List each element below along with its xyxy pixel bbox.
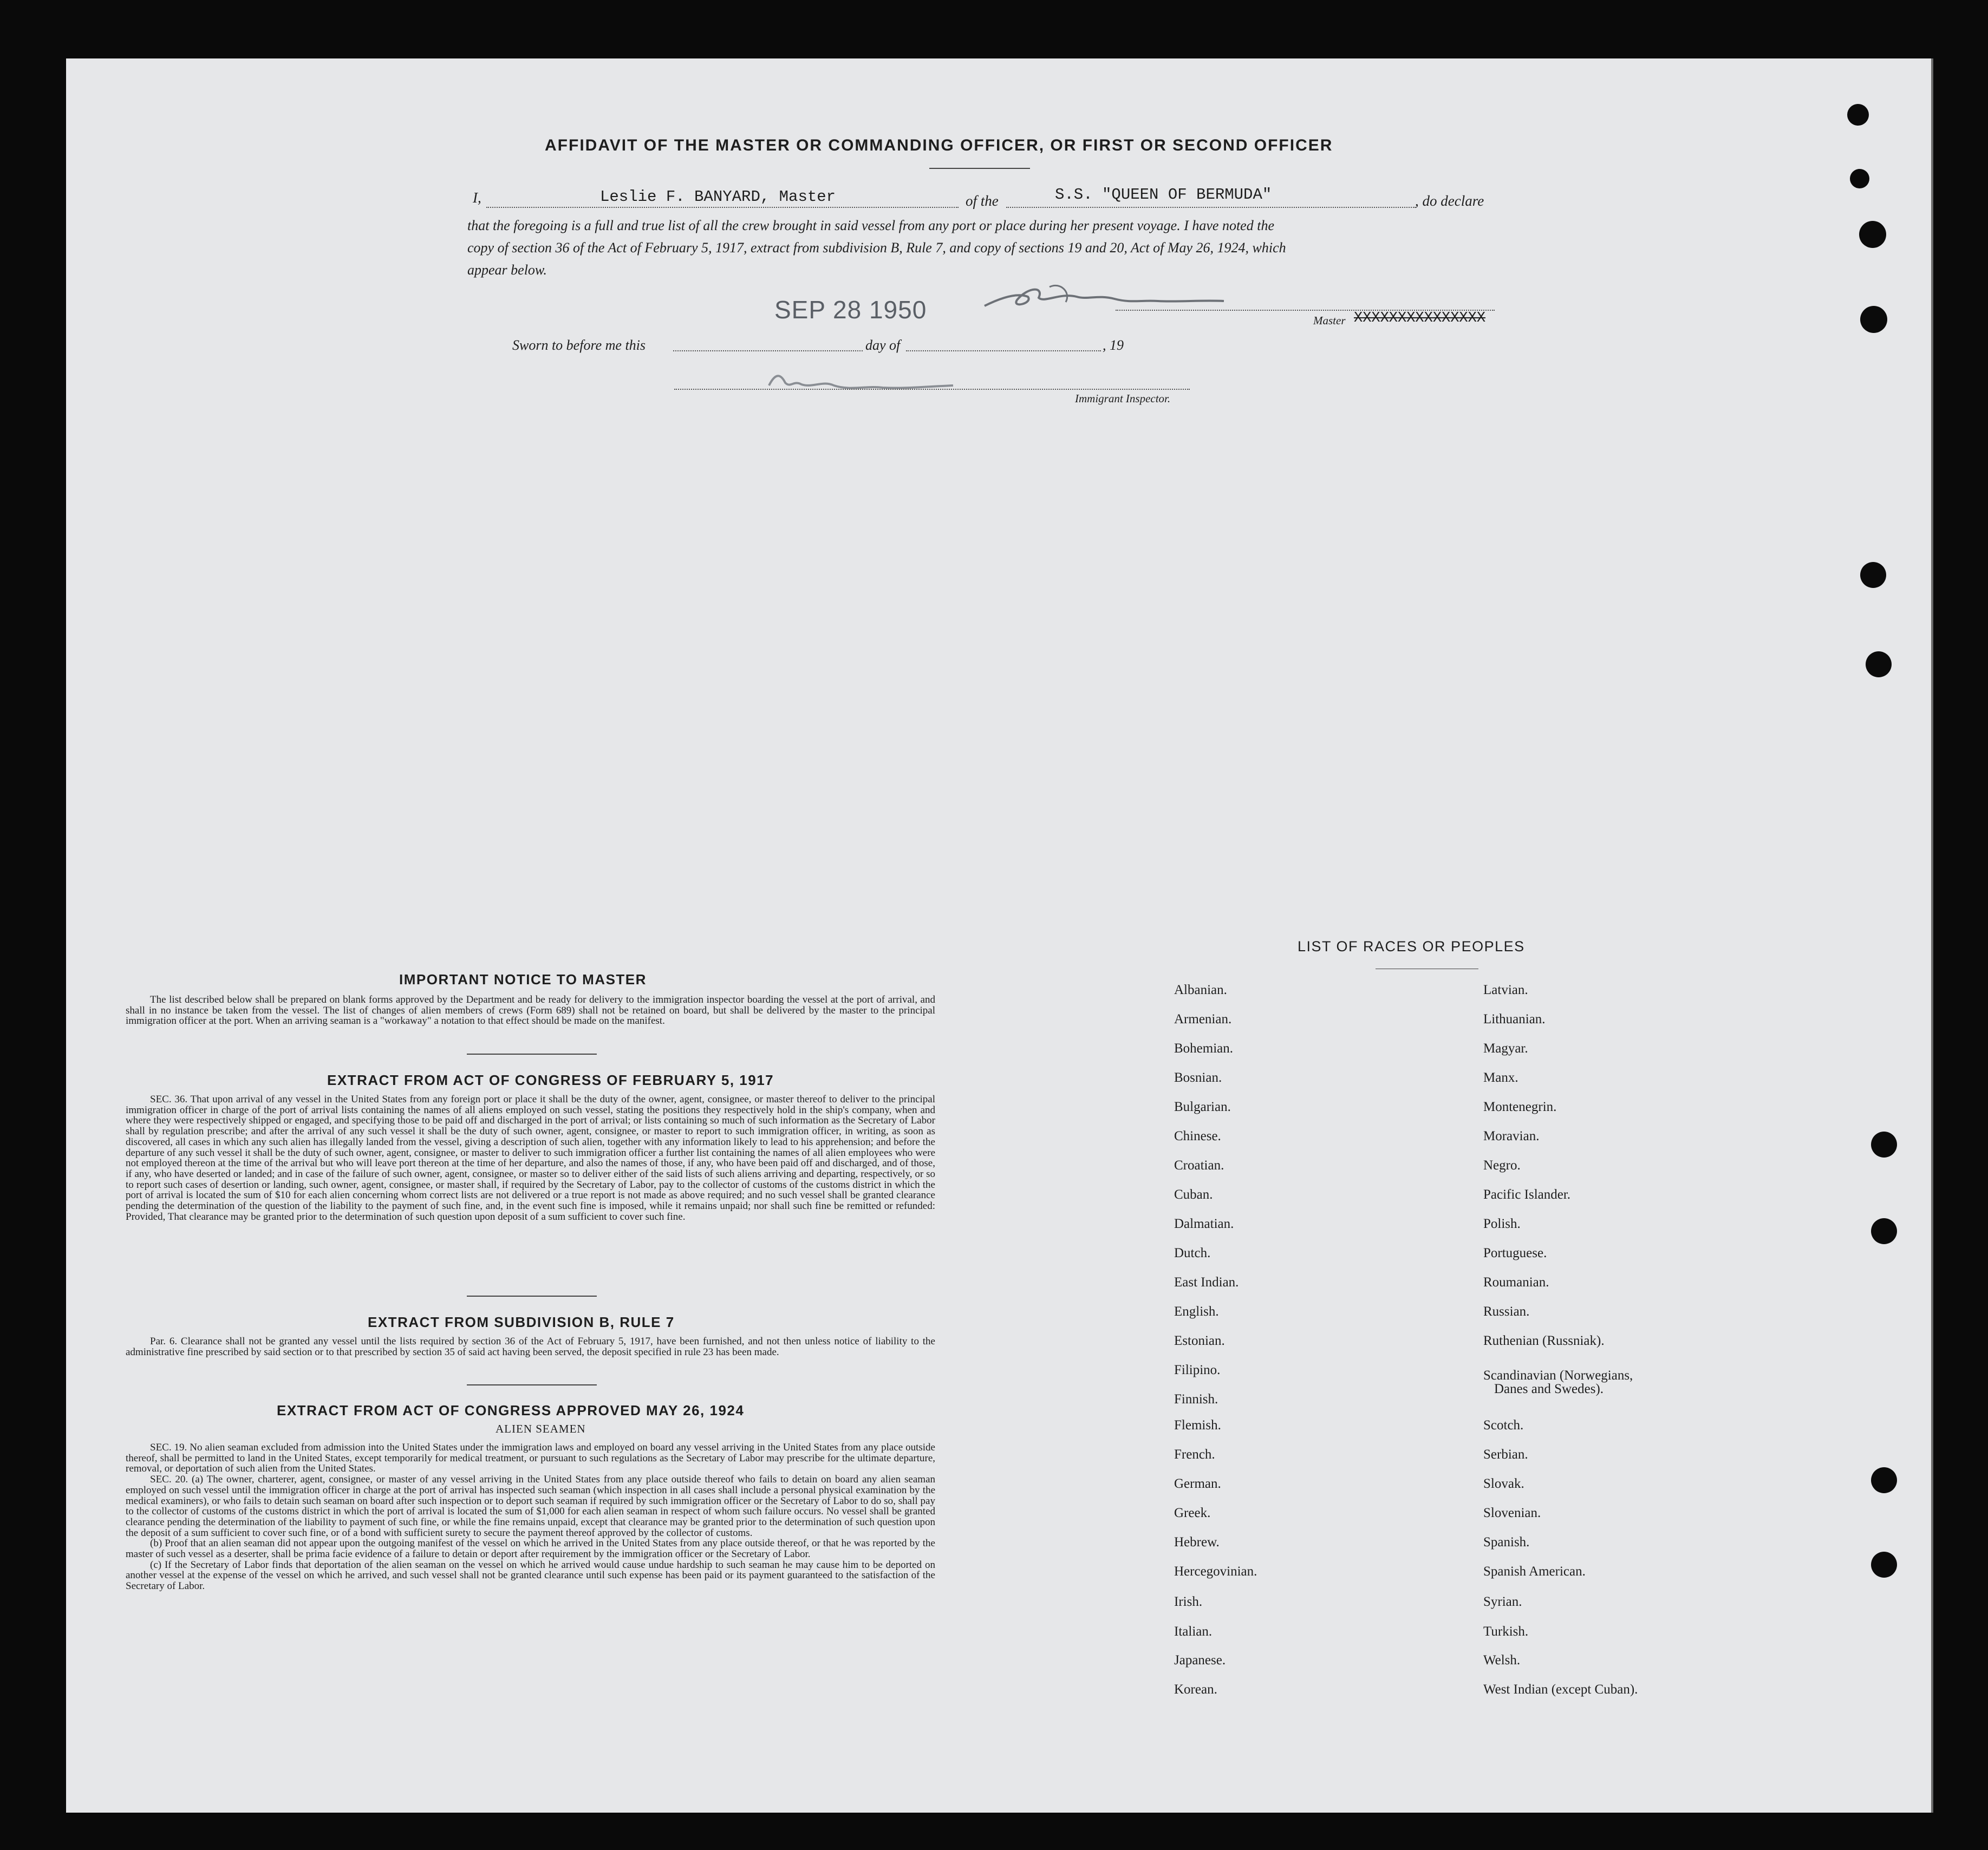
- race-item: Finnish.: [1174, 1392, 1218, 1407]
- race-item: Hercegovinian.: [1174, 1564, 1257, 1579]
- year-label: , 19: [1103, 337, 1124, 353]
- races-title: LIST OF RACES OR PEOPLES: [1298, 938, 1525, 955]
- race-item: Slovenian.: [1483, 1506, 1541, 1520]
- race-item: Magyar.: [1483, 1041, 1528, 1056]
- race-item: English.: [1174, 1304, 1219, 1319]
- race-item: Bosnian.: [1174, 1070, 1222, 1085]
- act1917-divider: [467, 1296, 597, 1297]
- sheet-edge: [1931, 58, 1933, 1813]
- race-item: Montenegrin.: [1483, 1100, 1557, 1114]
- race-item: Cuban.: [1174, 1187, 1213, 1202]
- sworn-day-line: [673, 350, 863, 351]
- inspector-signature: [764, 364, 991, 396]
- race-item: Moravian.: [1483, 1129, 1540, 1143]
- race-item: Welsh.: [1483, 1653, 1521, 1668]
- rule7-title: EXTRACT FROM SUBDIVISION B, RULE 7: [368, 1314, 675, 1330]
- rule7-divider: [467, 1384, 597, 1385]
- race-item: Spanish American.: [1483, 1564, 1586, 1579]
- act1924-body: [126, 1442, 935, 1592]
- i-label: I,: [473, 189, 481, 206]
- notice-text: The list described below shall be prepared on blank forms approved by the Department and be ready for delivery to the immigration inspector boarding the vessel at the port of arrival, and shall in no instance be taken from the vessel. The list of changes of alien members of crews (Form 689) shall not be retained on board, but shall be delivered by the master to the principal immigration officer at the port. When an arriving seaman is a "workaway" a notation to that effect should be made on the manifest.: [126, 994, 935, 1027]
- day-of-label: day of: [865, 337, 901, 353]
- punch-hole: [1850, 169, 1869, 188]
- race-item: Albanian.: [1174, 983, 1227, 997]
- act1924-title: EXTRACT FROM ACT OF CONGRESS APPROVED MAY 26, 1924: [277, 1402, 745, 1418]
- race-item: French.: [1174, 1447, 1215, 1462]
- affidavit-line4: appear below.: [467, 262, 547, 278]
- inspector-label: Immigrant Inspector.: [1075, 392, 1171, 405]
- affidavit-title: AFFIDAVIT OF THE MASTER OR COMMANDING OFFICER, OR FIRST OR SECOND OFFICER: [545, 136, 1333, 154]
- race-item: Scotch.: [1483, 1418, 1524, 1433]
- master-label: Master: [1313, 314, 1346, 327]
- race-item: Bulgarian.: [1174, 1100, 1231, 1114]
- name-line: [486, 207, 959, 208]
- race-item: Korean.: [1174, 1682, 1217, 1697]
- punch-hole: [1860, 306, 1887, 333]
- of-the-label: of the: [966, 193, 999, 209]
- race-item: Danes and Swedes).: [1494, 1382, 1604, 1396]
- punch-hole: [1847, 104, 1869, 126]
- punch-hole: [1860, 562, 1886, 588]
- punch-hole: [1871, 1218, 1897, 1244]
- race-item: Greek.: [1174, 1506, 1211, 1520]
- do-declare-label: , do declare: [1415, 193, 1484, 209]
- punch-hole: [1871, 1552, 1897, 1578]
- punch-hole: [1859, 221, 1886, 248]
- race-item: Croatian.: [1174, 1158, 1224, 1173]
- vessel-name: S.S. "QUEEN OF BERMUDA": [1055, 186, 1272, 204]
- race-item: Spanish.: [1483, 1535, 1530, 1550]
- race-item: Polish.: [1483, 1217, 1521, 1231]
- race-item: Slovak.: [1483, 1476, 1524, 1491]
- affidavit-line3: copy of section 36 of the Act of February 5, 1917, extract from subdivision B, Rule 7, and copy of sections 19 and 20, Act of May 26, 1924, which: [467, 240, 1286, 256]
- punch-hole: [1871, 1132, 1897, 1158]
- sec20b-text: (b) Proof that an alien seaman did not appear upon the outgoing manifest of the vessel on which he arrived in the United States from any place outside thereof, or that he was reported by the master of such vessel as a deserter, shall be prima facie evidence of a failure to detain or deport after requirement by the immigration officer or the Secretary of Labor.: [126, 1538, 935, 1560]
- race-item: Ruthenian (Russniak).: [1483, 1333, 1605, 1348]
- race-item: West Indian (except Cuban).: [1483, 1682, 1638, 1697]
- sworn-month-line: [906, 350, 1101, 351]
- race-item: Armenian.: [1174, 1012, 1232, 1027]
- race-item: Chinese.: [1174, 1129, 1221, 1143]
- race-item: Portuguese.: [1483, 1246, 1547, 1260]
- race-item: Estonian.: [1174, 1333, 1225, 1348]
- race-item: Turkish.: [1483, 1624, 1529, 1639]
- race-item: Hebrew.: [1174, 1535, 1220, 1550]
- race-item: Scandinavian (Norwegians,: [1483, 1368, 1633, 1383]
- inspector-line: [674, 389, 1190, 390]
- master-signature: [979, 276, 1228, 319]
- race-item: Negro.: [1483, 1158, 1521, 1173]
- sec20c-text: (c) If the Secretary of Labor finds that deportation of the alien seaman on the vessel on which he arrived would cause undue hardship to such seaman he may cause him to be deported on another vessel at the expense of the vessel on which he arrived, and such vessel shall not be granted clearance until such expense has been paid or its payment guaranteed to the satisfaction of the Secretary of Labor.: [126, 1559, 935, 1592]
- race-item: Latvian.: [1483, 983, 1528, 997]
- act1924-subtitle: ALIEN SEAMEN: [496, 1422, 586, 1435]
- affidavit-line2: that the foregoing is a full and true list of all the crew brought in said vessel from any port or place during her present voyage. I have noted the: [467, 218, 1274, 233]
- race-item: Lithuanian.: [1483, 1012, 1546, 1027]
- race-item: Japanese.: [1174, 1653, 1226, 1668]
- master-strike: XXXXXXXXXXXXXXX: [1354, 310, 1486, 326]
- race-item: Serbian.: [1483, 1447, 1528, 1462]
- vessel-line: [1006, 207, 1416, 208]
- notice-title: IMPORTANT NOTICE TO MASTER: [399, 971, 647, 988]
- race-item: Manx.: [1483, 1070, 1518, 1085]
- act1917-title: EXTRACT FROM ACT OF CONGRESS OF FEBRUARY 5, 1917: [327, 1072, 774, 1088]
- sec20a-text: SEC. 20. (a) The owner, charterer, agent, consignee, or master of any vessel arriving in the United States from any place outside thereof who fails to detain on board any alien seaman employed on such vessel until the immigration officer in charge at the port of arrival has inspected such seaman (which inspection in all cases shall include a personal physical examination by the medical examiners), or who fails to detain such seaman on board after such inspection or to deport such seaman if required by such immigration officer or the Secretary of Labor to do so, shall pay to the collector of customs of the customs district in which the port of arrival is located the sum of $1,000 for each alien seaman in respect of whom such failure occurs. No vessel shall be granted clearance pending the determination of the liability to payment of such fine, or while the fine remains unpaid, except that clearance may be granted prior to the determination of such question upon the deposit of a sum sufficient to cover such fine, or of a bond with sufficient surety to secure the payment thereof approved by the collector of customs.: [126, 1474, 935, 1539]
- act1917-text: SEC. 36. That upon arrival of any vessel in the United States from any foreign port or place it shall be the duty of the owner, agent, consignee, or master thereof to deliver to the principal immigration officer in charge of the port of arrival lists containing the names of all aliens employed on such vessel, stating the positions they respectively hold in the ship's company, when and where they were respectively shipped or engaged, and specifying those to be paid off and discharged in the port of arrival; or lists containing so much of such information as the Secretary of Labor shall by regulation prescribe; and after the arrival of any such vessel it shall be the duty of such owner, agent, consignee, or master to report to such immigration officer, in writing, as soon as discovered, all cases in which any such alien has illegally landed from the vessel, giving a description of such alien, together with any information likely to lead to his apprehension; and before the departure of any such vessel it shall be the duty of such owner, agent, consignee, or master to deliver to such immigration officer a further list containing the names of all alien employees who were not employed thereon at the time of the arrival but who will leave port thereon at the time of her departure, and also the names of those, if any, who have been paid off and discharged, and of those, if any, who have deserted or landed; and in case of the failure of such owner, agent, consignee, or master so to deliver either of the said lists of such aliens arriving and departing, respectively, or so to report such cases of desertion or landing, such owner, agent, consignee, or master shall, if required by the Secretary of Labor, pay to the collector of customs of the customs district in which the port of arrival is located the sum of $10 for each alien concerning whom correct lists are not delivered or a true report is not made as above required; and no such vessel shall be granted clearance pending the determination of the question of the liability to the payment of such fine, and, in the event such fine is imposed, while it remains unpaid; nor shall such fine be remitted or refunded: Provided, That clearance may be granted prior to the determination of such question upon deposit of a sum sufficient to cover such fine.: [126, 1094, 935, 1223]
- sworn-label: Sworn to before me this: [512, 337, 646, 353]
- race-item: Pacific Islander.: [1483, 1187, 1571, 1202]
- race-item: Syrian.: [1483, 1594, 1522, 1609]
- race-item: Roumanian.: [1483, 1275, 1549, 1290]
- notice-divider: [467, 1054, 597, 1055]
- sec19-text: SEC. 19. No alien seaman excluded from admission into the United States under the immigration laws and employed on board any vessel arriving in the United States from any place outside thereof, shall be permitted to land in the United States, except temporarily for medical treatment, or pursuant to such regulations as the Secretary of Labor may prescribe for the ultimate departure, removal, or deportation of such alien from the United States.: [126, 1442, 935, 1475]
- race-item: Dalmatian.: [1174, 1217, 1234, 1231]
- punch-hole: [1866, 651, 1892, 677]
- race-item: East Indian.: [1174, 1275, 1239, 1290]
- rule7-text: Par. 6. Clearance shall not be granted any vessel until the lists required by section 36 of the Act of February 5, 1917, have been furnished, and not then unless notice of liability to the administrative fine prescribed by said section or to that prescribed by section 35 of said act having been served, the deposit specified in rule 23 has been made.: [126, 1336, 935, 1358]
- punch-hole: [1871, 1467, 1897, 1493]
- race-item: German.: [1174, 1476, 1221, 1491]
- race-item: Dutch.: [1174, 1246, 1211, 1260]
- title-divider: [929, 168, 1030, 169]
- race-item: Italian.: [1174, 1624, 1213, 1639]
- race-item: Flemish.: [1174, 1418, 1221, 1433]
- date-stamp: SEP 28 1950: [774, 296, 927, 324]
- race-item: Filipino.: [1174, 1363, 1221, 1377]
- race-item: Russian.: [1483, 1304, 1530, 1319]
- master-name: Leslie F. BANYARD, Master: [600, 188, 836, 206]
- race-item: Irish.: [1174, 1594, 1203, 1609]
- race-item: Bohemian.: [1174, 1041, 1234, 1056]
